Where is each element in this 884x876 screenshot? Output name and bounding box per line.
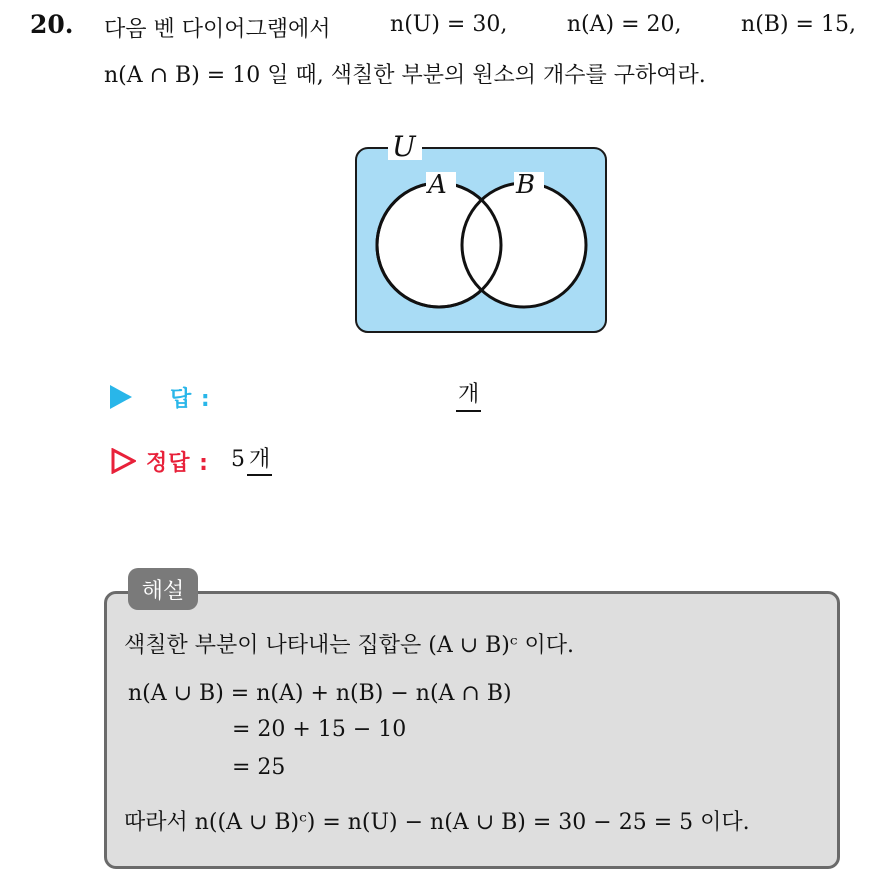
answer-label: 답 : — [170, 386, 211, 412]
correct-answer-row — [110, 444, 272, 478]
solution-tag: 해설 — [128, 568, 198, 610]
correct-answer-unit: 개 — [247, 446, 272, 476]
question-value-nu: n(U) = 30, — [390, 12, 508, 37]
correct-answer-label: 정답 : — [146, 450, 209, 476]
venn-diagram — [350, 120, 612, 340]
solution-line-5: 따라서 n((A ∪ B)ᶜ) = n(U) − n(A ∪ B) = 30 − 25 = 5 이다. — [124, 810, 750, 835]
question-line-2: n(A ∩ B) = 10 일 때, 색칠한 부분의 원소의 개수를 구하여라. — [104, 63, 706, 88]
outline-triangle-icon — [110, 448, 136, 474]
correct-answer-value — [231, 446, 272, 476]
answer-row — [110, 380, 211, 414]
question-number: 20. — [30, 10, 74, 39]
correct-answer-number: 5 — [230, 447, 245, 472]
question-line-1 — [104, 12, 856, 43]
play-triangle-icon — [110, 385, 132, 409]
answer-blank-unit[interactable]: 개 — [456, 380, 481, 412]
solution-line-2: n(A ∪ B) = n(A) + n(B) − n(A ∩ B) — [128, 681, 512, 706]
solution-line-4: = 25 — [232, 755, 286, 780]
set-b-circle — [462, 183, 586, 307]
set-a-label: A — [428, 170, 447, 200]
universe-label: U — [392, 130, 416, 163]
solution-line-1: 색칠한 부분이 나타내는 집합은 (A ∪ B)ᶜ 이다. — [124, 633, 574, 658]
question-value-na: n(A) = 20, — [566, 12, 682, 37]
question-text-intro: 다음 벤 다이어그램에서 — [104, 17, 331, 42]
question-value-nb: n(B) = 15, — [741, 12, 856, 37]
solution-line-3: = 20 + 15 − 10 — [232, 717, 407, 742]
set-b-label: B — [516, 170, 536, 200]
